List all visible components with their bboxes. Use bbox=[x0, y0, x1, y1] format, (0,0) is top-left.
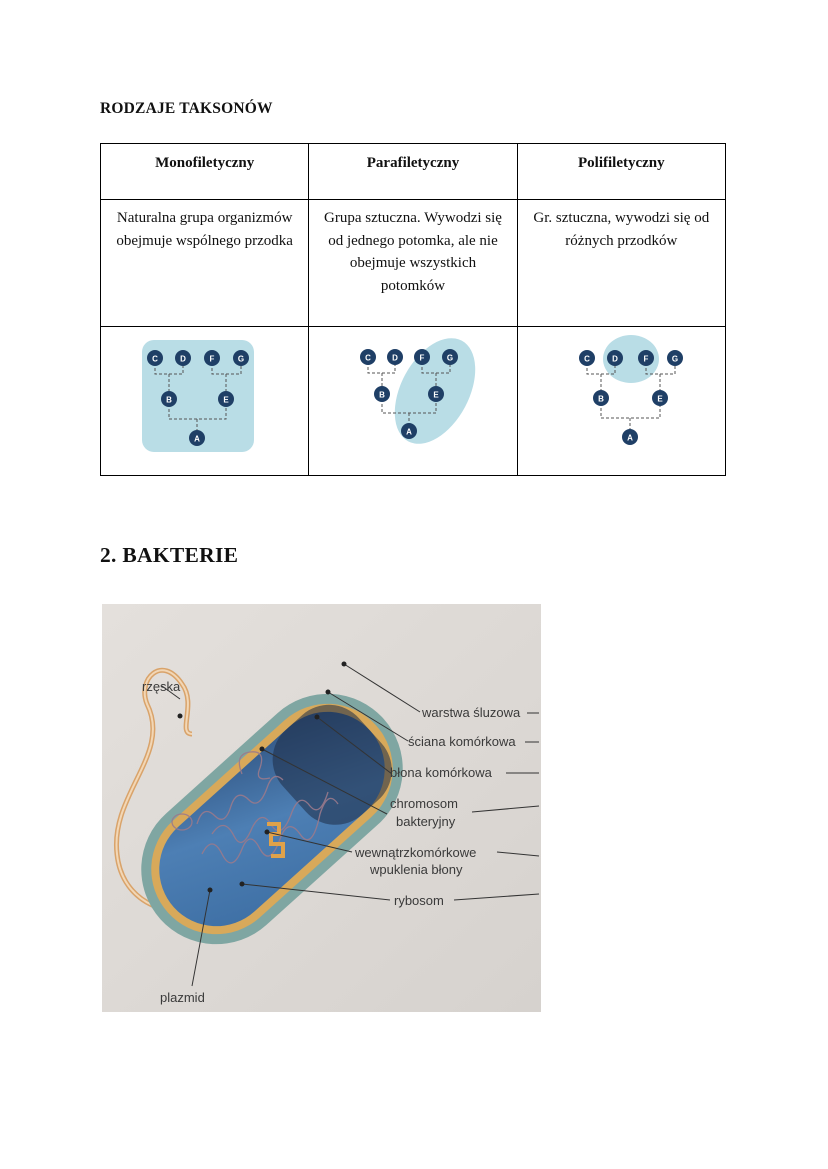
label-warstwa-sluzowa: warstwa śluzowa bbox=[422, 705, 521, 720]
header-monophyletic: Monofiletyczny bbox=[101, 144, 309, 200]
diagram-polyphyletic bbox=[517, 327, 725, 476]
node-e-label: E bbox=[433, 390, 439, 400]
node-c-label: C bbox=[365, 353, 371, 363]
diagram-monophyletic bbox=[101, 327, 309, 476]
node-b-label: B bbox=[379, 390, 385, 400]
label-sciana-komorkowa: ściana komórkowa bbox=[408, 734, 516, 749]
node-f-label: F bbox=[419, 353, 425, 363]
node-a-label: A bbox=[193, 434, 200, 444]
node-e-label: E bbox=[222, 395, 229, 405]
node-c-label: C bbox=[584, 354, 591, 364]
bacteria-diagram-photo bbox=[102, 604, 541, 1012]
taxa-section-title: RODZAJE TAKSONÓW bbox=[100, 100, 273, 117]
node-e-label: E bbox=[657, 394, 663, 404]
node-a-label: A bbox=[627, 433, 634, 443]
node-b-label: B bbox=[165, 395, 172, 405]
header-paraphyletic: Parafiletyczny bbox=[309, 144, 517, 200]
desc-monophyletic: Naturalna grupa organizmów obejmuje wspólnego przodka bbox=[101, 200, 309, 327]
label-wpuklenia-line1: wewnątrzkomórkowe bbox=[355, 845, 477, 860]
node-g-label: G bbox=[446, 353, 454, 363]
label-rzeska: rzęska bbox=[142, 679, 181, 694]
node-a-label: A bbox=[406, 427, 412, 437]
label-chromosom-line2: bakteryjny bbox=[396, 814, 456, 829]
node-d-label: D bbox=[179, 354, 186, 364]
label-plazmid: plazmid bbox=[160, 990, 205, 1005]
label-chromosom-line1: chromosom bbox=[390, 796, 458, 811]
label-wpuklenia-line2: wpuklenia błony bbox=[370, 862, 463, 877]
node-d-label: D bbox=[612, 354, 619, 364]
node-d-label: D bbox=[392, 353, 398, 363]
bacteria-section-title: 2. BAKTERIE bbox=[100, 543, 239, 567]
desc-paraphyletic: Grupa sztuczna. Wywodzi się od jednego potomka, ale nie obejmuje wszystkich potomków bbox=[309, 200, 517, 327]
node-f-label: F bbox=[643, 354, 649, 364]
node-b-label: B bbox=[598, 394, 605, 404]
node-f-label: F bbox=[209, 354, 215, 364]
label-blona-komorkowa: błona komórkowa bbox=[390, 765, 492, 780]
header-polyphyletic: Polifiletyczny bbox=[517, 144, 725, 200]
node-g-label: G bbox=[237, 354, 244, 364]
label-rybosom: rybosom bbox=[394, 893, 444, 908]
diagram-paraphyletic bbox=[309, 327, 517, 476]
taxa-table bbox=[100, 143, 726, 476]
desc-polyphyletic: Gr. sztuczna, wywodzi się od różnych przodków bbox=[517, 200, 725, 327]
node-g-label: G bbox=[672, 354, 679, 364]
node-c-label: C bbox=[151, 354, 158, 364]
